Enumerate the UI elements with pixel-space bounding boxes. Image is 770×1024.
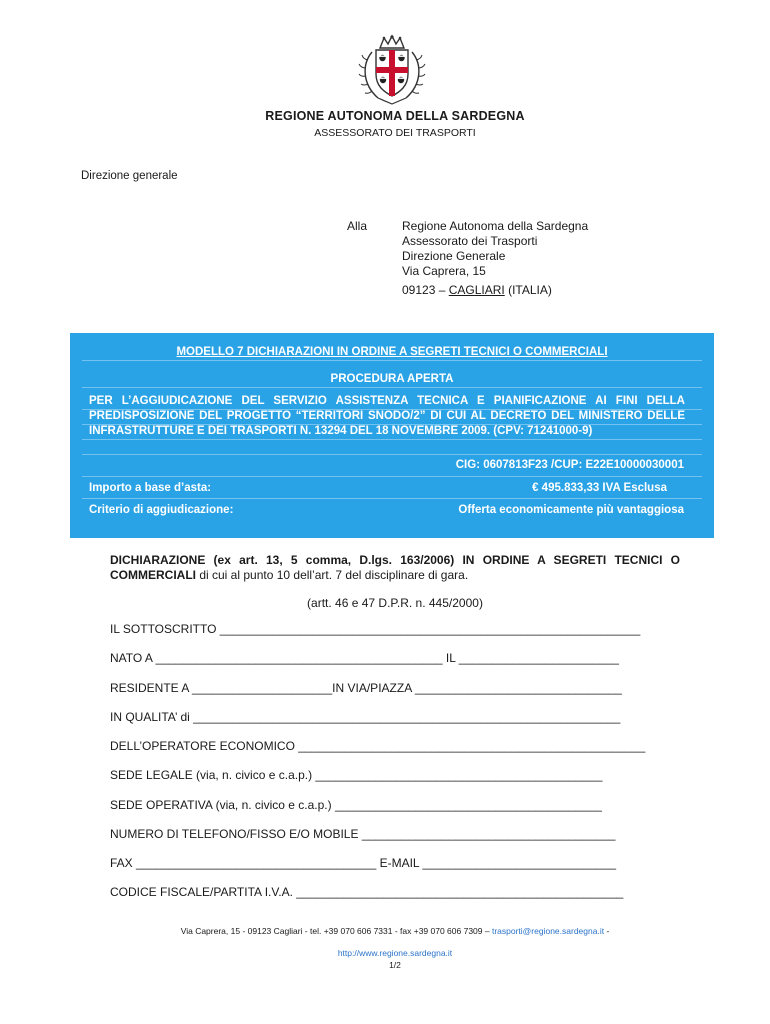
recipient-alla-label: Alla xyxy=(347,219,368,233)
recipient-line: Regione Autonoma della Sardegna xyxy=(402,219,589,233)
footer-contact-line xyxy=(0,926,770,936)
recipient-city-line xyxy=(402,283,552,297)
recipient-line: Via Caprera, 15 xyxy=(402,264,486,278)
footer-email-link[interactable]: trasporti@regione.sardegna.it xyxy=(491,926,605,936)
base-amount-label: Importo a base d’asta: xyxy=(89,482,212,494)
recipient-city: CAGLIARI xyxy=(448,283,505,297)
footer-dash: - xyxy=(604,926,610,936)
field-fax-email[interactable]: FAX ____________________________________ E-MAIL _____________________________ xyxy=(110,856,617,870)
model-title: MODELLO 7 DICHIARAZIONI IN ORDINE A SEGRETI TECNICI O COMMERCIALI xyxy=(176,346,608,358)
recipient-country: (ITALIA) xyxy=(504,283,552,297)
declaration-heading xyxy=(110,553,680,583)
award-criterion-value: Offerta economicamente più vantaggiosa xyxy=(458,504,684,516)
declaration-bold-text: DICHIARAZIONE (ex art. 13, 5 comma, D.lgs. 163/2006) IN ORDINE A SEGRETI TECNICI O COMMERCIALI xyxy=(110,553,680,582)
footer-address: Via Caprera, 15 - 09123 Cagliari - tel. +39 070 606 7331 - fax +39 070 606 7309 – xyxy=(180,926,492,936)
field-nato-a[interactable]: NATO A ___________________________________________ IL ________________________ xyxy=(110,651,619,665)
recipient-postcode: 09123 – xyxy=(402,283,449,297)
field-codice-fiscale[interactable]: CODICE FISCALE/PARTITA I.V.A. _________________________________________________ xyxy=(110,885,624,899)
tender-description: PER L’AGGIUDICAZIONE DEL SERVIZIO ASSISTENZA TECNICA E PIANIFICAZIONE AI FINI DELLA PREDISPOSIZIONE DEL PROGETTO “TERRITORI SNODO/2” DI CUI AL DECRETO DEL MINISTERO DELLE INFRASTRUTTURE E DEI TRASPORTI N. 13294 DEL 18 NOVEMBRE 2009. (CPV: 71241000-9) xyxy=(89,395,685,437)
direzione-label: Direzione generale xyxy=(81,170,178,182)
field-residente[interactable]: RESIDENTE A _____________________IN VIA/PIAZZA _______________________________ xyxy=(110,681,622,695)
field-sede-operativa[interactable]: SEDE OPERATIVA (via, n. civico e c.a.p.) ________________________________________ xyxy=(110,798,602,812)
base-amount-value: € 495.833,33 IVA Esclusa xyxy=(532,482,667,494)
assessorato-subheading: ASSESSORATO DEI TRASPORTI xyxy=(314,127,476,139)
field-sede-legale[interactable]: SEDE LEGALE (via, n. civico e c.a.p.) ___________________________________________ xyxy=(110,768,603,782)
procedure-type: PROCEDURA APERTA xyxy=(330,373,454,385)
cig-cup-codes: CIG: 0607813F23 /CUP: E22E10000030001 xyxy=(455,459,684,471)
footer-website-link[interactable]: http://www.regione.sardegna.it xyxy=(337,948,453,958)
region-coat-of-arms-logo xyxy=(358,34,426,106)
field-telefono[interactable]: NUMERO DI TELEFONO/FISSO E/O MOBILE ______________________________________ xyxy=(110,827,616,841)
field-operatore-economico[interactable]: DELL’OPERATORE ECONOMICO ____________________________________________________ xyxy=(110,739,646,753)
field-qualita[interactable]: IN QUALITA’ di ________________________________________________________________ xyxy=(110,710,621,724)
region-name-heading: REGIONE AUTONOMA DELLA SARDEGNA xyxy=(265,109,525,123)
recipient-address-block xyxy=(402,219,588,279)
tender-info-box xyxy=(70,333,714,538)
recipient-line: Assessorato dei Trasporti xyxy=(402,234,538,248)
legal-reference: (artt. 46 e 47 D.P.R. n. 445/2000) xyxy=(307,596,483,610)
declaration-rest-text: di cui al punto 10 dell’art. 7 del disciplinare di gara. xyxy=(196,568,469,582)
award-criterion-label: Criterio di aggiudicazione: xyxy=(89,504,234,516)
page-number: 1/2 xyxy=(389,960,401,970)
field-sottoscritto[interactable]: IL SOTTOSCRITTO _______________________________________________________________ xyxy=(110,622,641,636)
recipient-line: Direzione Generale xyxy=(402,249,506,263)
